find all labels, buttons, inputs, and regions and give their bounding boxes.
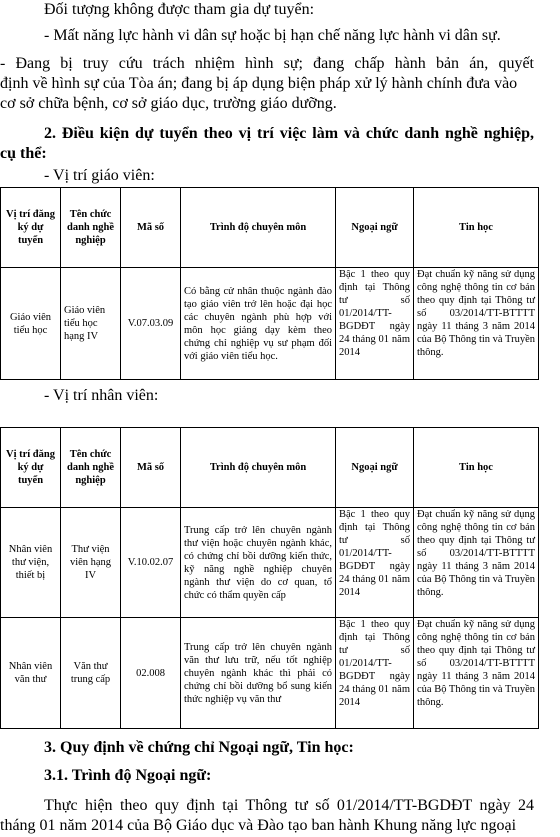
section-3-1-para-line-2: tháng 01 năm 2014 của Bộ Giáo dục và Đào tạo ban hành Khung năng lực ngoại	[0, 817, 517, 834]
cell-qualification: Có bằng cử nhân thuộc ngành đào tạo giáo viên trở lên hoặc đại học các chuyên ngành phù hợp với môn học giảng dạy kèm theo chứng chỉ nghiệp vụ sư phạm đối với giáo viên tiểu học.	[181, 268, 336, 380]
cell-code: V.10.02.07	[121, 508, 181, 618]
header-language: Ngoại ngữ	[336, 428, 414, 508]
section-3-1-heading-text: 3.1. Trình độ Ngoại ngữ:	[44, 767, 212, 784]
cell-it: Đạt chuẩn kỹ năng sử dụng công nghệ thông tin cơ bản theo quy định tại Thông tư số 03/2014/TT-BTTTT ngày 11 tháng 3 năm 2014 của Bộ Thông tin và Truyền thông.	[414, 268, 539, 380]
staff-position-label: - Vị trí nhân viên:	[44, 387, 159, 404]
table-row	[1, 268, 539, 380]
header-title: Tên chức danh nghề nghiệp	[61, 188, 121, 268]
header-position: Vị trí đăng ký dự tuyển	[1, 188, 61, 268]
header-position: Vị trí đăng ký dự tuyển	[1, 428, 61, 508]
header-qualification: Trình độ chuyên môn	[181, 188, 336, 268]
not-eligible-item-2-line-3: cơ sở chữa bệnh, cơ sở giáo dục, trường giáo dưỡng.	[0, 95, 337, 112]
table-header-row	[1, 188, 539, 268]
section-2-heading-line-1: 2. Điều kiện dự tuyển theo vị trí việc làm và chức danh nghề nghiệp,	[44, 125, 534, 142]
cell-language: Bậc 1 theo quy định tại Thông tư số 01/2014/TT-BGDĐT ngày 24 tháng 01 năm 2014	[336, 618, 414, 729]
section-3-1-heading	[44, 766, 211, 786]
cell-qualification: Trung cấp trở lên chuyên ngành thư viện hoặc chuyên ngành khác, có chứng chỉ bồi dưỡng kiến thức, kỹ năng nghề nghiệp chuyên ngành thư viện do cơ quan, tổ chức có thẩm quyền cấp	[181, 508, 336, 618]
section-3-heading: 3. Quy định về chứng chỉ Ngoại ngữ, Tin học:	[44, 739, 354, 756]
section-3-1-para-line-1: Thực hiện theo quy định tại Thông tư số 01/2014/TT-BGDĐT ngày 24	[44, 797, 534, 814]
header-code: Mã số	[121, 188, 181, 268]
not-eligible-item-1: - Mất năng lực hành vi dân sự hoặc bị hạn chế năng lực hành vi dân sự.	[44, 27, 501, 44]
cell-title: Văn thư trung cấp	[61, 618, 121, 729]
teacher-position-table	[0, 187, 539, 380]
cell-title: Giáo viên tiểu học hạng IV	[61, 268, 121, 380]
cell-qualification: Trung cấp trở lên chuyên ngành văn thư lưu trữ, nếu tốt nghiệp chuyên ngành khác thì phải có chứng chỉ bồi dưỡng bổ sung kiến thức nghiệp vụ văn thư	[181, 618, 336, 729]
cell-it: Đạt chuẩn kỹ năng sử dụng công nghệ thông tin cơ bản theo quy định tại Thông tư số 03/2014/TT-BTTTT ngày 11 tháng 3 năm 2014 của Bộ Thông tin và Truyền thông.	[414, 508, 539, 618]
header-title: Tên chức danh nghề nghiệp	[61, 428, 121, 508]
header-language: Ngoại ngữ	[336, 188, 414, 268]
cell-it: Đạt chuẩn kỹ năng sử dụng công nghệ thông tin cơ bản theo quy định tại Thông tư số 03/2014/TT-BTTTT ngày 11 tháng 3 năm 2014 của Bộ Thông tin và Truyền thông.	[414, 618, 539, 729]
cell-position: Giáo viên tiểu học	[1, 268, 61, 380]
staff-position-table	[0, 427, 539, 729]
header-qualification: Trình độ chuyên môn	[181, 428, 336, 508]
header-it: Tin học	[414, 428, 539, 508]
section-2-heading-line-2: cụ thể:	[0, 145, 47, 162]
cell-code: 02.008	[121, 618, 181, 729]
cell-position: Nhân viên văn thư	[1, 618, 61, 729]
not-eligible-item-2-line-2: định về hình sự của Tòa án; đang bị áp dụng biện pháp xử lý hành chính đưa vào	[0, 75, 518, 92]
header-code: Mã số	[121, 428, 181, 508]
table-row	[1, 508, 539, 618]
not-eligible-heading: Đối tượng không được tham gia dự tuyển:	[44, 1, 315, 18]
header-it: Tin học	[414, 188, 539, 268]
cell-language: Bậc 1 theo quy định tại Thông tư số 01/2014/TT-BGDĐT ngày 24 tháng 01 năm 2014	[336, 268, 414, 380]
cell-code: V.07.03.09	[121, 268, 181, 380]
cell-language: Bậc 1 theo quy định tại Thông tư số 01/2014/TT-BGDĐT ngày 24 tháng 01 năm 2014	[336, 508, 414, 618]
table-header-row	[1, 428, 539, 508]
not-eligible-item-2-line-1: - Đang bị truy cứu trách nhiệm hình sự; đang chấp hành bản án, quyết	[0, 55, 534, 72]
table-row	[1, 618, 539, 729]
cell-title: Thư viện viên hạng IV	[61, 508, 121, 618]
cell-position: Nhân viên thư viện, thiết bị	[1, 508, 61, 618]
teacher-position-label: - Vị trí giáo viên:	[44, 167, 155, 184]
